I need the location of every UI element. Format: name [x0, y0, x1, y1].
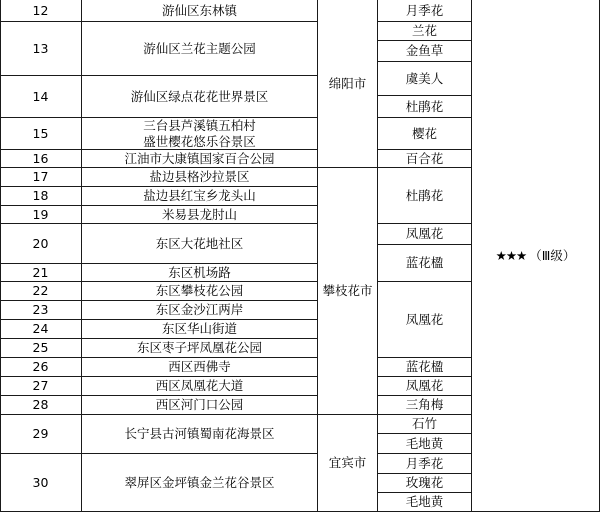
site-name-line: 三台县芦溪镇五柏村: [143, 117, 256, 133]
city-name: 宜宾市: [318, 415, 378, 512]
flower-name: 杜鹃花: [378, 96, 472, 118]
flower-name: 金鱼草: [378, 41, 472, 62]
flower-name: 蓝花楹: [378, 358, 472, 377]
row-number: 22: [0, 282, 82, 301]
flower-name: 毛地黄: [378, 493, 472, 512]
row-number: 19: [0, 206, 82, 224]
site-name: 西区河门口公园: [82, 396, 318, 415]
site-name: 游仙区绿点花花世界景区: [82, 76, 318, 118]
site-name: 米易县龙肘山: [82, 206, 318, 224]
site-name: 东区金沙江两岸: [82, 301, 318, 320]
city-name: 攀枝花市: [318, 168, 378, 415]
row-number: 29: [0, 415, 82, 454]
flower-name: 虞美人: [378, 62, 472, 96]
row-number: 14: [0, 76, 82, 118]
site-name: 东区枣子坪凤凰花公园: [82, 339, 318, 358]
row-number: 27: [0, 377, 82, 396]
row-number: 28: [0, 396, 82, 415]
site-name: 盐边县格沙拉景区: [82, 168, 318, 187]
row-number: 17: [0, 168, 82, 187]
site-name: 东区华山街道: [82, 320, 318, 339]
rating-cell: [472, 0, 600, 512]
flower-name: 兰花: [378, 22, 472, 41]
site-name-line: 盛世樱花悠乐谷景区: [143, 133, 256, 149]
row-number: 15: [0, 118, 82, 150]
site-name: [82, 118, 318, 150]
flower-name: 百合花: [378, 150, 472, 168]
flower-name: 杜鹃花: [378, 168, 472, 224]
site-name: 游仙区兰花主题公园: [82, 22, 318, 76]
site-name: 西区西佛寺: [82, 358, 318, 377]
row-number: 25: [0, 339, 82, 358]
flower-name: 三角梅: [378, 396, 472, 415]
row-number: 23: [0, 301, 82, 320]
row-number: 26: [0, 358, 82, 377]
flower-name: 凤凰花: [378, 282, 472, 358]
site-name: 翠屏区金坪镇金兰花谷景区: [82, 454, 318, 512]
row-number: 13: [0, 22, 82, 76]
flower-name: 凤凰花: [378, 377, 472, 396]
city-name: 绵阳市: [318, 0, 378, 168]
row-number: 18: [0, 187, 82, 206]
flower-name: 毛地黄: [378, 434, 472, 454]
flower-name: 石竹: [378, 415, 472, 434]
row-number: 16: [0, 150, 82, 168]
row-number: 12: [0, 0, 82, 22]
flower-name: 月季花: [378, 0, 472, 22]
row-number: 20: [0, 224, 82, 264]
row-number: 21: [0, 264, 82, 282]
site-name: 江油市大康镇国家百合公园: [82, 150, 318, 168]
site-name: 东区大花地社区: [82, 224, 318, 264]
site-name: 东区攀枝花公园: [82, 282, 318, 301]
star-rating-icon: ★★★: [495, 247, 527, 263]
site-name: 西区凤凰花大道: [82, 377, 318, 396]
site-name: 游仙区东林镇: [82, 0, 318, 22]
site-name: 盐边县红宝乡龙头山: [82, 187, 318, 206]
flower-name: 凤凰花: [378, 224, 472, 245]
row-number: 30: [0, 454, 82, 512]
rating-level: （Ⅲ级）: [529, 247, 576, 263]
flower-name: 月季花: [378, 454, 472, 474]
flower-name: 蓝花楹: [378, 245, 472, 282]
flower-name: 樱花: [378, 118, 472, 150]
site-name: 长宁县古河镇蜀南花海景区: [82, 415, 318, 454]
flower-name: 玫瑰花: [378, 474, 472, 493]
site-name: 东区机场路: [82, 264, 318, 282]
row-number: 24: [0, 320, 82, 339]
